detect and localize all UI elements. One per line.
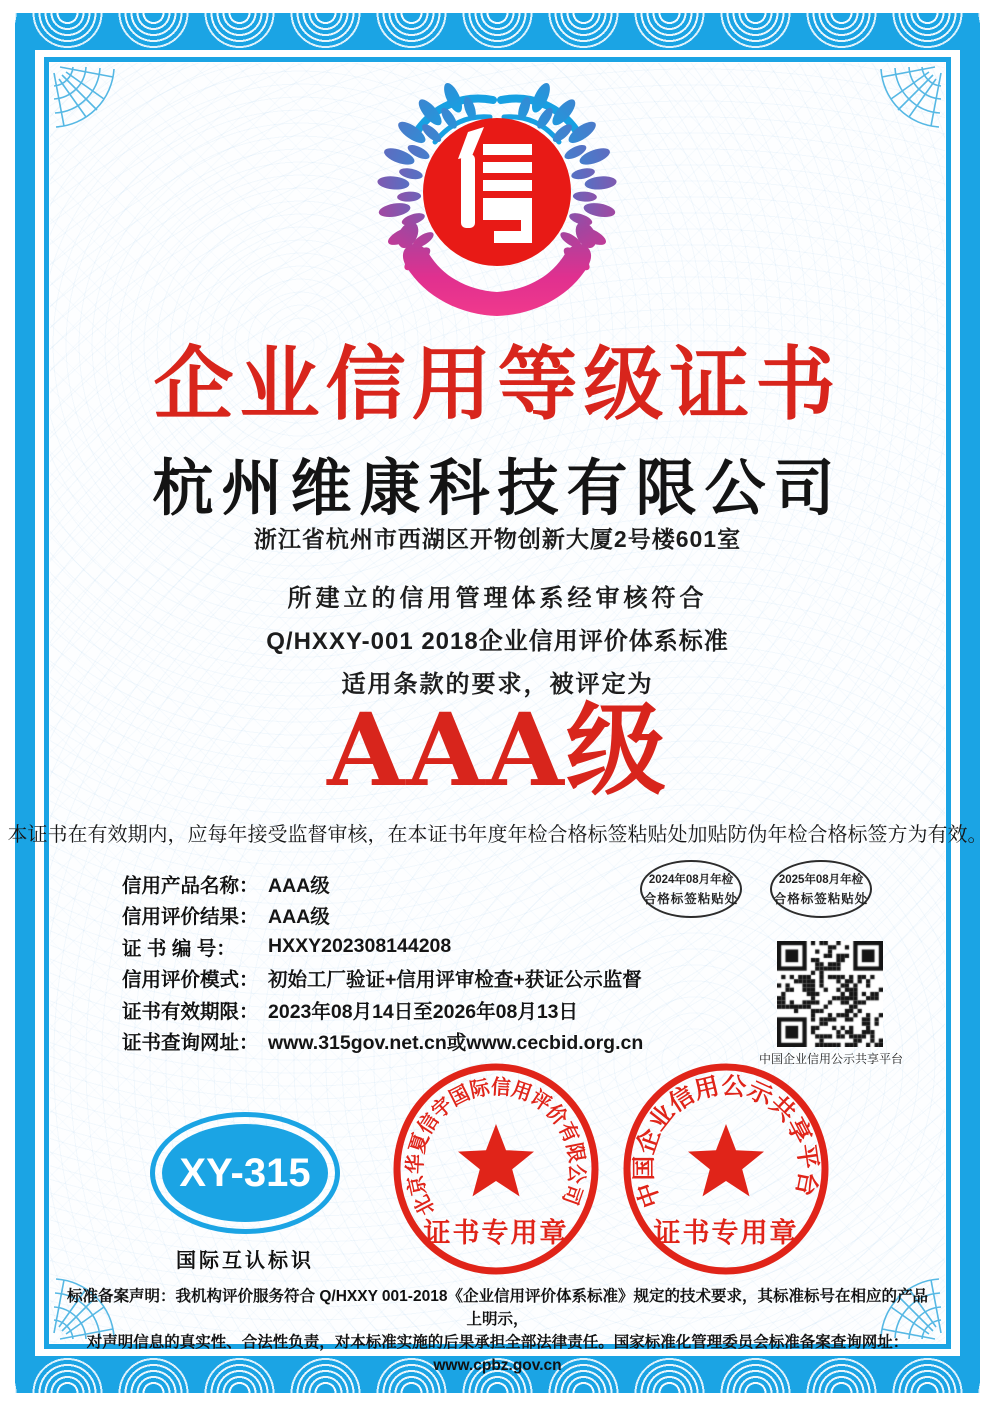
field-label: 信用评价结果： bbox=[122, 906, 259, 929]
certificate-fields bbox=[122, 868, 643, 1057]
certificate-field-row bbox=[122, 868, 643, 900]
field-value: HXXY202308144208 bbox=[268, 935, 452, 958]
validity-note: 本证书在有效期内，应每年接受监督审核，在本证书年度年检合格标签粘贴处加贴防伪年检合格标签方为有效。 bbox=[7, 824, 988, 846]
credit-seal-icon bbox=[423, 118, 571, 266]
corner-ornament-top-left bbox=[52, 65, 124, 137]
certificate-field-row bbox=[122, 994, 643, 1026]
statement-line3: 适用条款的要求，被评定为 bbox=[341, 671, 654, 698]
qr-code bbox=[777, 941, 883, 1047]
border-lace-top bbox=[15, 13, 980, 50]
field-label: 证书有效期限： bbox=[122, 1000, 259, 1023]
credit-emblem-logo bbox=[372, 72, 622, 322]
field-label: 信用评价模式： bbox=[122, 969, 259, 992]
statement-line2: Q/HXXY-001 2018企业信用评价体系标准 bbox=[266, 628, 729, 655]
field-value: 2023年08月14日至2026年08月13日 bbox=[268, 1000, 579, 1023]
company-seal-1 bbox=[391, 1061, 601, 1277]
declaration-line1: 标准备案声明：我机构评价服务符合 Q/HXXY 001-2018《企业信用评价体系标准》规定的技术要求，其标准标号在相应的产品上明示， bbox=[67, 1288, 928, 1328]
certificate-field-row bbox=[122, 931, 643, 963]
star-icon bbox=[688, 1124, 764, 1196]
credit-rating: AAA级 bbox=[327, 691, 668, 809]
company-name: 杭州维康科技有限公司 bbox=[152, 454, 843, 522]
inspection-oval-2025 bbox=[770, 860, 872, 918]
seal-ring-text: 北京华夏信宇国际信用评价有限公司 bbox=[402, 1074, 590, 1220]
corner-ornament-top-right bbox=[871, 65, 943, 137]
certificate-field-row bbox=[122, 1026, 643, 1058]
certificate-title: 企业信用等级证书 bbox=[153, 340, 842, 429]
field-value: www.315gov.net.cn或www.cecbid.org.cn bbox=[268, 1032, 644, 1055]
inspection-oval-2024 bbox=[640, 860, 742, 918]
declaration-line2: 对声明信息的真实性、合法性负责，对本标准实施的后果承担全部法律责任。国家标准化管理委员会标准备案查询网址：www.cpbz.gov.cn bbox=[86, 1334, 909, 1374]
company-address: 浙江省杭州市西湖区开物创新大厦2号楼601室 bbox=[253, 526, 742, 552]
certificate-field-row bbox=[122, 900, 643, 932]
field-value: 初始工厂验证+信用评审检查+获证公示监督 bbox=[268, 969, 642, 992]
standards-declaration bbox=[62, 1285, 933, 1377]
inspection-oval-line2: 合格标签粘贴处 bbox=[773, 891, 869, 906]
seal-bottom-text: 证书专用章 bbox=[653, 1218, 799, 1249]
star-icon bbox=[458, 1124, 534, 1196]
statement-line1: 所建立的信用管理体系经审核符合 bbox=[287, 585, 708, 612]
qr-caption: 中国企业信用公示共享平台 bbox=[758, 1052, 903, 1066]
xy315-caption: 国际互认标识 bbox=[176, 1250, 314, 1272]
xy315-label: XY-315 bbox=[179, 1150, 311, 1195]
certificate-field-row bbox=[122, 963, 643, 995]
field-value: AAA级 bbox=[268, 906, 330, 929]
field-label: 证书查询网址： bbox=[122, 1032, 259, 1055]
field-value: AAA级 bbox=[268, 874, 330, 897]
seal-bottom-text: 证书专用章 bbox=[423, 1218, 569, 1249]
xy315-badge bbox=[150, 1112, 340, 1234]
company-seal-2 bbox=[621, 1061, 831, 1277]
xy315-badge-inner bbox=[162, 1124, 328, 1222]
field-label: 证 书 编 号： bbox=[122, 937, 236, 960]
seal-ring-text: 中国企业信用公示共享平台 bbox=[628, 1070, 824, 1212]
inspection-oval-line2: 合格标签粘贴处 bbox=[643, 891, 739, 906]
field-label: 信用产品名称： bbox=[122, 874, 259, 897]
inspection-oval-line1: 2024年08月年检 bbox=[648, 874, 734, 886]
inspection-oval-line1: 2025年08月年检 bbox=[778, 874, 864, 886]
